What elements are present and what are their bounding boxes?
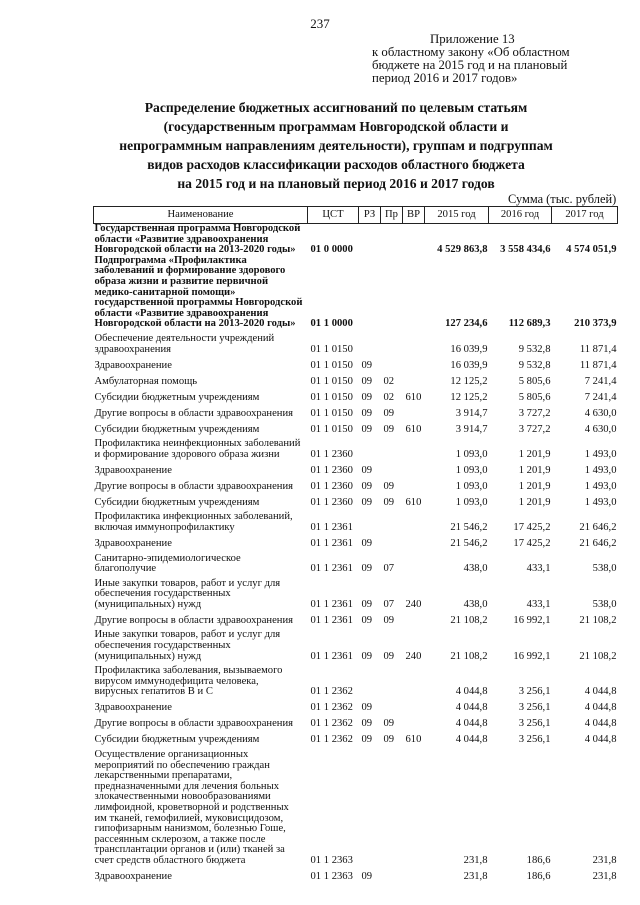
cell-cst: 01 1 2360	[310, 480, 353, 492]
cell-rz: 09	[361, 423, 373, 435]
cell-pr	[381, 508, 403, 533]
cell-2017: 21 646,2	[579, 537, 617, 549]
header-cst: ЦСТ	[308, 207, 359, 224]
cell-pr	[381, 746, 403, 867]
cell-2016: 1 201,9	[518, 448, 551, 460]
cell-2015: 3 914,7	[455, 423, 488, 435]
cell-2015: 4 044,8	[455, 734, 488, 746]
cell-2016: 1 201,9	[518, 464, 551, 476]
table-row	[94, 419, 618, 435]
cell-2016: 16 992,1	[513, 614, 551, 626]
cell-name: Субсидии бюджетным учреждениям	[94, 423, 260, 435]
cell-2015: 12 125,2	[450, 375, 488, 387]
cell-vr	[403, 330, 425, 355]
appendix-header	[372, 33, 636, 85]
cell-2017: 4 630,0	[584, 407, 617, 419]
cell-2016: 186,6	[526, 854, 551, 866]
cell-rz: 09	[361, 718, 373, 730]
cell-2017: 1 493,0	[584, 496, 617, 508]
cell-2016: 3 256,1	[518, 702, 551, 714]
cell-pr	[381, 534, 403, 550]
cell-vr	[403, 610, 425, 626]
cell-2016: 3 727,2	[518, 407, 551, 419]
cell-2017: 538,0	[592, 563, 617, 575]
cell-cst: 01 1 2361	[310, 614, 353, 626]
table-body	[94, 224, 618, 883]
cell-cst: 01 1 2360	[310, 464, 353, 476]
cell-vr	[403, 224, 425, 256]
cell-name: Профилактика неинфекционных заболеваний и формирование здорового образа жизни	[94, 438, 301, 460]
cell-name: Другие вопросы в области здравоохранения	[94, 407, 293, 419]
table-row	[94, 610, 618, 626]
cell-pr	[381, 330, 403, 355]
cell-2015: 16 039,9	[450, 359, 488, 371]
cell-cst: 01 1 2361	[310, 650, 353, 662]
header-vr: ВР	[403, 207, 425, 224]
cell-vr: 610	[405, 734, 422, 746]
cell-2015: 3 914,7	[455, 407, 488, 419]
cell-cst: 01 1 0150	[310, 423, 353, 435]
cell-2015: 4 044,8	[455, 686, 488, 698]
cell-2017: 1 493,0	[584, 480, 617, 492]
cell-2016: 433,1	[526, 598, 551, 610]
cell-2015: 12 125,2	[450, 391, 488, 403]
cell-rz	[359, 256, 381, 330]
cell-vr: 610	[405, 423, 422, 435]
cell-2016: 3 256,1	[518, 686, 551, 698]
table-row	[94, 224, 618, 256]
table-row	[94, 387, 618, 403]
cell-cst: 01 1 2363	[310, 870, 353, 882]
cell-name: Здравоохранение	[94, 464, 172, 476]
cell-2017: 11 871,4	[579, 343, 617, 355]
table-row	[94, 476, 618, 492]
cell-rz: 09	[361, 359, 373, 371]
cell-pr	[381, 460, 403, 476]
table-row	[94, 867, 618, 883]
cell-vr	[403, 714, 425, 730]
cell-2017: 21 108,2	[579, 650, 617, 662]
cell-2015: 1 093,0	[455, 496, 488, 508]
cell-vr	[403, 662, 425, 698]
table-row	[94, 534, 618, 550]
cell-cst: 01 1 2361	[310, 521, 353, 533]
cell-name: Осуществление организационных мероприятий по обеспечению граждан лекарственными препаратами, предназначенными для лечения больных злокачественными новообразованиями лимфоидной, кроветворной и родственных им тканей, гемофилией, муковисцидозом, гипофизарным нанизмом, болезнью Гоше, рассеянным склерозом, а также после трансплантации органов и (или) тканей за счет средств областного бюджета	[94, 749, 289, 866]
cell-pr	[381, 256, 403, 330]
cell-name: Субсидии бюджетным учреждениям	[94, 391, 260, 403]
cell-2016: 1 201,9	[518, 480, 551, 492]
cell-rz: 09	[361, 702, 373, 714]
cell-cst: 01 1 0150	[310, 343, 353, 355]
cell-vr: 240	[405, 650, 422, 662]
cell-pr	[381, 435, 403, 460]
appendix-line-4: период 2016 и 2017 годов»	[372, 71, 518, 85]
header-pr: Пр	[381, 207, 403, 224]
cell-vr	[403, 435, 425, 460]
cell-2015: 438,0	[463, 598, 488, 610]
cell-pr	[381, 224, 403, 256]
cell-pr	[381, 662, 403, 698]
cell-pr: 07	[383, 563, 395, 575]
cell-2015: 21 108,2	[450, 650, 488, 662]
cell-vr: 240	[405, 598, 422, 610]
title-line-1: Распределение бюджетных ассигнований по целевым статьям	[144, 100, 528, 115]
cell-name: Субсидии бюджетным учреждениям	[94, 496, 260, 508]
cell-vr	[403, 460, 425, 476]
cell-rz: 09	[361, 391, 373, 403]
cell-rz: 09	[361, 563, 373, 575]
cell-vr	[403, 355, 425, 371]
cell-2017: 1 493,0	[584, 448, 617, 460]
table-row	[94, 550, 618, 575]
cell-name: Здравоохранение	[94, 702, 172, 714]
cell-2016: 3 256,1	[518, 718, 551, 730]
cell-2016: 16 992,1	[513, 650, 551, 662]
cell-pr: 09	[383, 423, 395, 435]
cell-2016: 3 558 434,6	[500, 244, 551, 256]
cell-2017: 4 044,8	[584, 686, 617, 698]
appendix-line-2: к областному закону «Об областном	[372, 45, 570, 59]
cell-2015: 231,8	[463, 870, 488, 882]
cell-cst: 01 1 0150	[310, 375, 353, 387]
cell-name: Другие вопросы в области здравоохранения	[94, 480, 293, 492]
header-2015: 2015 год	[425, 207, 489, 224]
cell-pr: 09	[383, 407, 395, 419]
cell-pr: 02	[383, 375, 395, 387]
document-title	[86, 98, 586, 193]
cell-rz	[359, 435, 381, 460]
cell-cst: 01 1 0150	[310, 391, 353, 403]
cell-2017: 21 646,2	[579, 521, 617, 533]
cell-2015: 21 546,2	[450, 537, 488, 549]
table-row	[94, 355, 618, 371]
cell-vr	[403, 476, 425, 492]
cell-rz: 09	[361, 496, 373, 508]
cell-name: Другие вопросы в области здравоохранения	[94, 718, 293, 730]
cell-vr	[403, 698, 425, 714]
cell-2017: 4 044,8	[584, 718, 617, 730]
table-row	[94, 403, 618, 419]
cell-2015: 21 546,2	[450, 521, 488, 533]
table-header-row	[94, 207, 618, 224]
table-row	[94, 698, 618, 714]
cell-2016: 9 532,8	[518, 343, 551, 355]
header-rz: РЗ	[359, 207, 381, 224]
cell-name: Иные закупки товаров, работ и услуг для обеспечения государственных (муниципальных) нужд	[94, 577, 281, 610]
table-row	[94, 435, 618, 460]
cell-cst: 01 1 0000	[310, 318, 353, 330]
cell-rz: 09	[361, 407, 373, 419]
page-number: 237	[310, 16, 330, 31]
cell-2015: 1 093,0	[455, 480, 488, 492]
cell-2017: 231,8	[592, 854, 617, 866]
cell-rz: 09	[361, 480, 373, 492]
cell-pr: 09	[383, 734, 395, 746]
cell-rz	[359, 746, 381, 867]
cell-pr	[381, 698, 403, 714]
cell-2016: 17 425,2	[513, 521, 551, 533]
cell-cst: 01 1 2362	[310, 718, 353, 730]
table-row	[94, 626, 618, 662]
table-row	[94, 371, 618, 387]
cell-cst: 01 1 2362	[310, 686, 353, 698]
title-line-5: на 2015 год и на плановый период 2016 и 2017 годов	[177, 176, 495, 191]
cell-2015: 16 039,9	[450, 343, 488, 355]
cell-rz: 09	[361, 650, 373, 662]
cell-2015: 4 044,8	[455, 718, 488, 730]
cell-2016: 17 425,2	[513, 537, 551, 549]
cell-cst: 01 1 0150	[310, 359, 353, 371]
cell-name: Профилактика заболевания, вызываемого вирусом иммунодефицита человека, вирусных гепатитов В и С	[94, 665, 283, 698]
cell-name: Иные закупки товаров, работ и услуг для обеспечения государственных (муниципальных) нужд	[94, 629, 281, 662]
cell-rz	[359, 508, 381, 533]
cell-pr: 09	[383, 614, 395, 626]
cell-2016: 1 201,9	[518, 496, 551, 508]
table-row	[94, 330, 618, 355]
cell-pr	[381, 355, 403, 371]
cell-2017: 7 241,4	[584, 375, 617, 387]
cell-2015: 4 529 863,8	[437, 244, 488, 256]
cell-2015: 127 234,6	[445, 318, 488, 330]
cell-cst: 01 1 2361	[310, 598, 353, 610]
cell-2017: 4 574 051,9	[566, 244, 617, 256]
cell-name: Амбулаторная помощь	[94, 375, 198, 387]
cell-2015: 21 108,2	[450, 614, 488, 626]
table-row	[94, 746, 618, 867]
cell-2017: 21 108,2	[579, 614, 617, 626]
cell-name: Субсидии бюджетным учреждениям	[94, 734, 260, 746]
cell-name: Другие вопросы в области здравоохранения	[94, 614, 293, 626]
cell-2016: 5 805,6	[518, 391, 551, 403]
title-line-2: (государственным программам Новгородской области и	[163, 119, 509, 134]
cell-rz	[359, 224, 381, 256]
cell-vr	[403, 534, 425, 550]
table-row	[94, 730, 618, 746]
header-2016: 2016 год	[489, 207, 552, 224]
cell-rz	[359, 330, 381, 355]
table-row	[94, 714, 618, 730]
units-label: Сумма (тыс. рублей)	[508, 192, 617, 206]
table-row	[94, 575, 618, 611]
cell-2017: 210 373,9	[574, 318, 617, 330]
cell-2016: 3 256,1	[518, 734, 551, 746]
header-name: Наименование	[94, 207, 308, 224]
cell-2016: 112 689,3	[508, 318, 551, 330]
cell-2016: 3 727,2	[518, 423, 551, 435]
cell-vr	[403, 550, 425, 575]
cell-rz: 09	[361, 734, 373, 746]
cell-2017: 11 871,4	[579, 359, 617, 371]
title-line-4: видов расходов классификации расходов областного бюджета	[147, 157, 525, 172]
cell-2017: 1 493,0	[584, 464, 617, 476]
cell-2016: 186,6	[526, 870, 551, 882]
cell-vr: 610	[405, 496, 422, 508]
cell-cst: 01 1 2363	[310, 854, 353, 866]
cell-name: Здравоохранение	[94, 537, 172, 549]
cell-2017: 4 630,0	[584, 423, 617, 435]
cell-2017: 538,0	[592, 598, 617, 610]
cell-2016: 433,1	[526, 563, 551, 575]
cell-cst: 01 1 2362	[310, 734, 353, 746]
cell-name: Обеспечение деятельности учреждений здравоохранения	[94, 332, 275, 355]
table-row	[94, 508, 618, 533]
cell-cst: 01 1 2361	[310, 563, 353, 575]
cell-2015: 231,8	[463, 854, 488, 866]
cell-rz: 09	[361, 598, 373, 610]
cell-name: Подпрограмма «Профилактика заболеваний и формирование здорового образа жизни и развитие первичной медико-санитарной помощи» государственной программы Новгородской области «Развитие здравоохранения Новгородской области на 2013-2020 годы»	[94, 254, 303, 330]
cell-pr: 09	[383, 480, 395, 492]
cell-2015: 438,0	[463, 563, 488, 575]
table-row	[94, 492, 618, 508]
appendix-line-1: Приложение 13	[430, 32, 515, 46]
cell-vr	[403, 508, 425, 533]
cell-2017: 7 241,4	[584, 391, 617, 403]
cell-2017: 4 044,8	[584, 734, 617, 746]
cell-vr: 610	[405, 391, 422, 403]
cell-2017: 231,8	[592, 870, 617, 882]
table-row	[94, 662, 618, 698]
cell-2016: 5 805,6	[518, 375, 551, 387]
cell-cst: 01 0 0000	[310, 244, 353, 256]
cell-name: Государственная программа Новгородской области «Развитие здравоохранения Новгородской области на 2013-2020 годы»	[94, 223, 301, 256]
budget-table	[93, 206, 618, 883]
cell-rz: 09	[361, 375, 373, 387]
cell-pr: 09	[383, 718, 395, 730]
title-line-3: непрограммным направлениям деятельности), группам и подгруппам	[119, 138, 553, 153]
cell-pr: 09	[383, 496, 395, 508]
cell-pr: 07	[383, 598, 395, 610]
cell-cst: 01 1 0150	[310, 407, 353, 419]
cell-rz: 09	[361, 870, 373, 882]
cell-2015: 1 093,0	[455, 464, 488, 476]
cell-2015: 4 044,8	[455, 702, 488, 714]
cell-name: Санитарно-эпидемиологическое благополучие	[94, 552, 241, 575]
cell-vr	[403, 867, 425, 883]
cell-vr	[403, 256, 425, 330]
cell-rz: 09	[361, 464, 373, 476]
table-row	[94, 460, 618, 476]
cell-cst: 01 1 2360	[310, 448, 353, 460]
cell-2016: 9 532,8	[518, 359, 551, 371]
cell-2015: 1 093,0	[455, 448, 488, 460]
cell-cst: 01 1 2360	[310, 496, 353, 508]
cell-cst: 01 1 2362	[310, 702, 353, 714]
cell-pr: 09	[383, 650, 395, 662]
cell-rz: 09	[361, 537, 373, 549]
cell-vr	[403, 746, 425, 867]
cell-rz: 09	[361, 614, 373, 626]
cell-cst: 01 1 2361	[310, 537, 353, 549]
cell-pr: 02	[383, 391, 395, 403]
cell-pr	[381, 867, 403, 883]
cell-vr	[403, 403, 425, 419]
cell-name: Здравоохранение	[94, 359, 172, 371]
table-row	[94, 256, 618, 330]
cell-name: Здравоохранение	[94, 870, 172, 882]
cell-name: Профилактика инфекционных заболеваний, включая иммунопрофилактику	[94, 511, 293, 533]
cell-2017: 4 044,8	[584, 702, 617, 714]
cell-vr	[403, 371, 425, 387]
header-2017: 2017 год	[552, 207, 618, 224]
cell-rz	[359, 662, 381, 698]
appendix-line-3: бюджете на 2015 год и на плановый	[372, 58, 568, 72]
